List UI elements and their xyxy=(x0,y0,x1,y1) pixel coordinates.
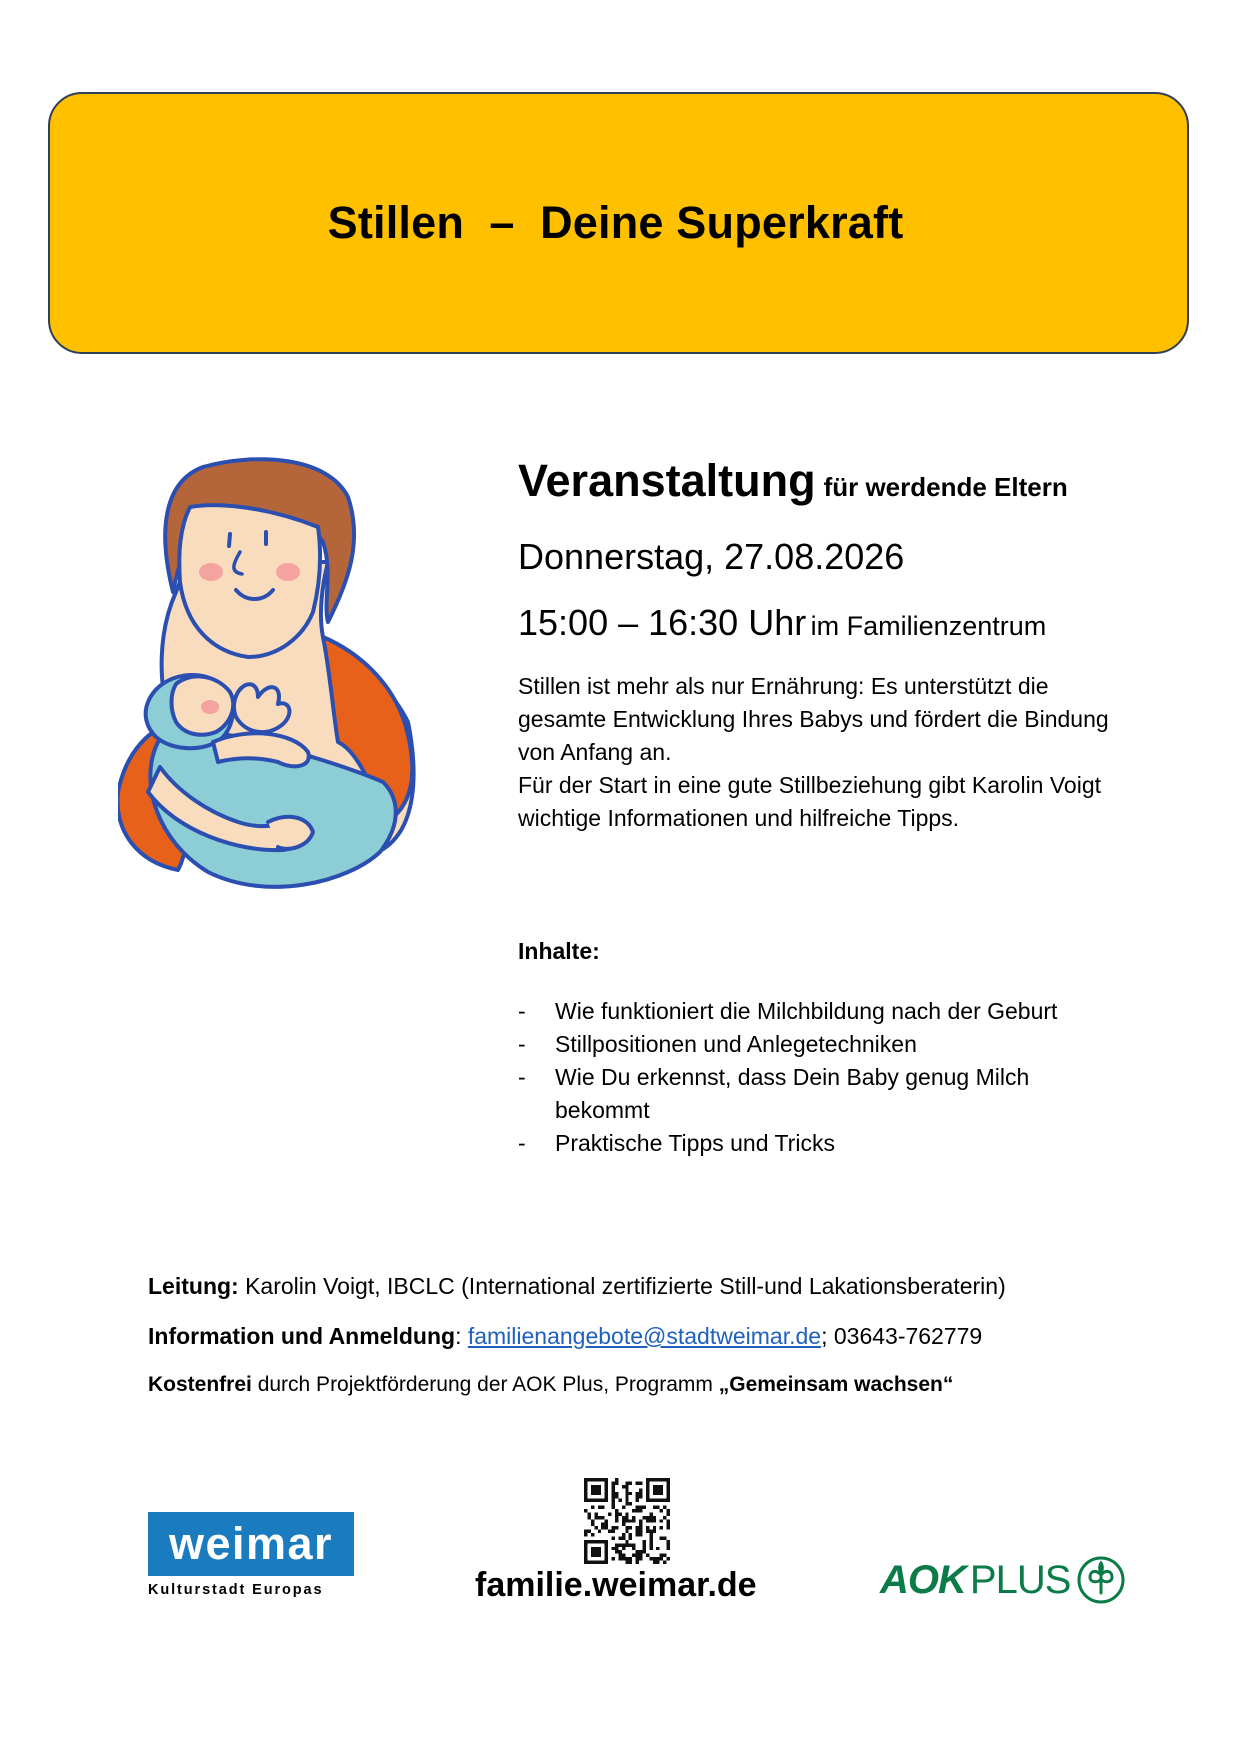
description-paragraph: Für der Start in eine gute Stillbeziehung gibt Karolin Voigt wichtige Informationen und hilfreiche Tipps. xyxy=(518,772,1102,831)
list-bullet: - xyxy=(518,998,526,1024)
info-line xyxy=(148,1323,982,1350)
list-item xyxy=(518,1127,1098,1160)
aok-plus-logo xyxy=(880,1555,1126,1605)
phone-number: ; 03643-762779 xyxy=(821,1323,983,1349)
lead-text: Karolin Voigt, IBCLC (International zertifizierte Still-und Lakationsberaterin) xyxy=(238,1273,1006,1299)
event-location: im Familienzentrum xyxy=(810,611,1047,641)
contents-list xyxy=(518,995,1098,1160)
event-title xyxy=(518,456,1168,506)
list-bullet: - xyxy=(518,1031,526,1057)
breastfeeding-illustration xyxy=(118,452,436,977)
plus-logo-text: PLUS xyxy=(969,1557,1071,1602)
cheek-left xyxy=(199,563,223,581)
lead-label: Leitung: xyxy=(148,1273,239,1299)
funding-line xyxy=(148,1373,953,1397)
info-label: Information und Anmeldung xyxy=(148,1323,456,1349)
event-audience: für werdende Eltern xyxy=(823,472,1068,502)
list-bullet: - xyxy=(518,1130,526,1156)
list-item-text: Praktische Tipps und Tricks xyxy=(555,1130,835,1156)
program-name: „Gemeinsam wachsen“ xyxy=(718,1373,954,1396)
tree-icon xyxy=(1076,1555,1126,1605)
list-item-text: Wie Du erkennst, dass Dein Baby genug Milch bekommt xyxy=(555,1064,1030,1123)
event-time: 15:00 – 16:30 Uhr xyxy=(518,602,807,643)
qr-code[interactable] xyxy=(584,1478,670,1564)
funding-text: durch Projektförderung der AOK Plus, Programm xyxy=(251,1373,719,1396)
free-label: Kostenfrei xyxy=(148,1373,252,1396)
list-item xyxy=(518,995,1098,1028)
website-url: familie.weimar.de xyxy=(475,1566,757,1604)
weimar-logo-main: weimar xyxy=(148,1512,354,1576)
info-colon: : xyxy=(455,1323,468,1349)
list-item xyxy=(518,1028,1098,1061)
email-link[interactable]: familienangebote@stadtweimar.de xyxy=(467,1323,822,1349)
list-item-text: Stillpositionen und Anlegetechniken xyxy=(555,1031,917,1057)
event-description xyxy=(518,670,1118,835)
weimar-logo-sub: Kulturstadt Europas xyxy=(148,1582,324,1598)
event-header xyxy=(518,456,1168,506)
aok-logo-text: AOK xyxy=(880,1557,966,1602)
event-time-line xyxy=(518,602,1046,644)
description-paragraph: Stillen ist mehr als nur Ernährung: Es unterstützt die gesamte Entwicklung Ihres Babys und fördert die Bindung von Anfang an. xyxy=(518,673,1109,765)
contents-heading: Inhalte: xyxy=(518,938,600,964)
event-date: Donnerstag, 27.08.2026 xyxy=(518,536,905,577)
list-bullet: - xyxy=(518,1064,526,1090)
title-banner xyxy=(48,92,1189,354)
lead-line xyxy=(148,1273,1006,1300)
weimar-logo xyxy=(148,1512,354,1598)
page-title: Stillen – Deine Superkraft xyxy=(327,197,904,248)
list-item-text: Wie funktioniert die Milchbildung nach der Geburt xyxy=(555,998,1058,1024)
list-item xyxy=(518,1061,1098,1127)
event-title-main: Veranstaltung xyxy=(518,455,816,506)
cheek-right xyxy=(276,563,300,581)
